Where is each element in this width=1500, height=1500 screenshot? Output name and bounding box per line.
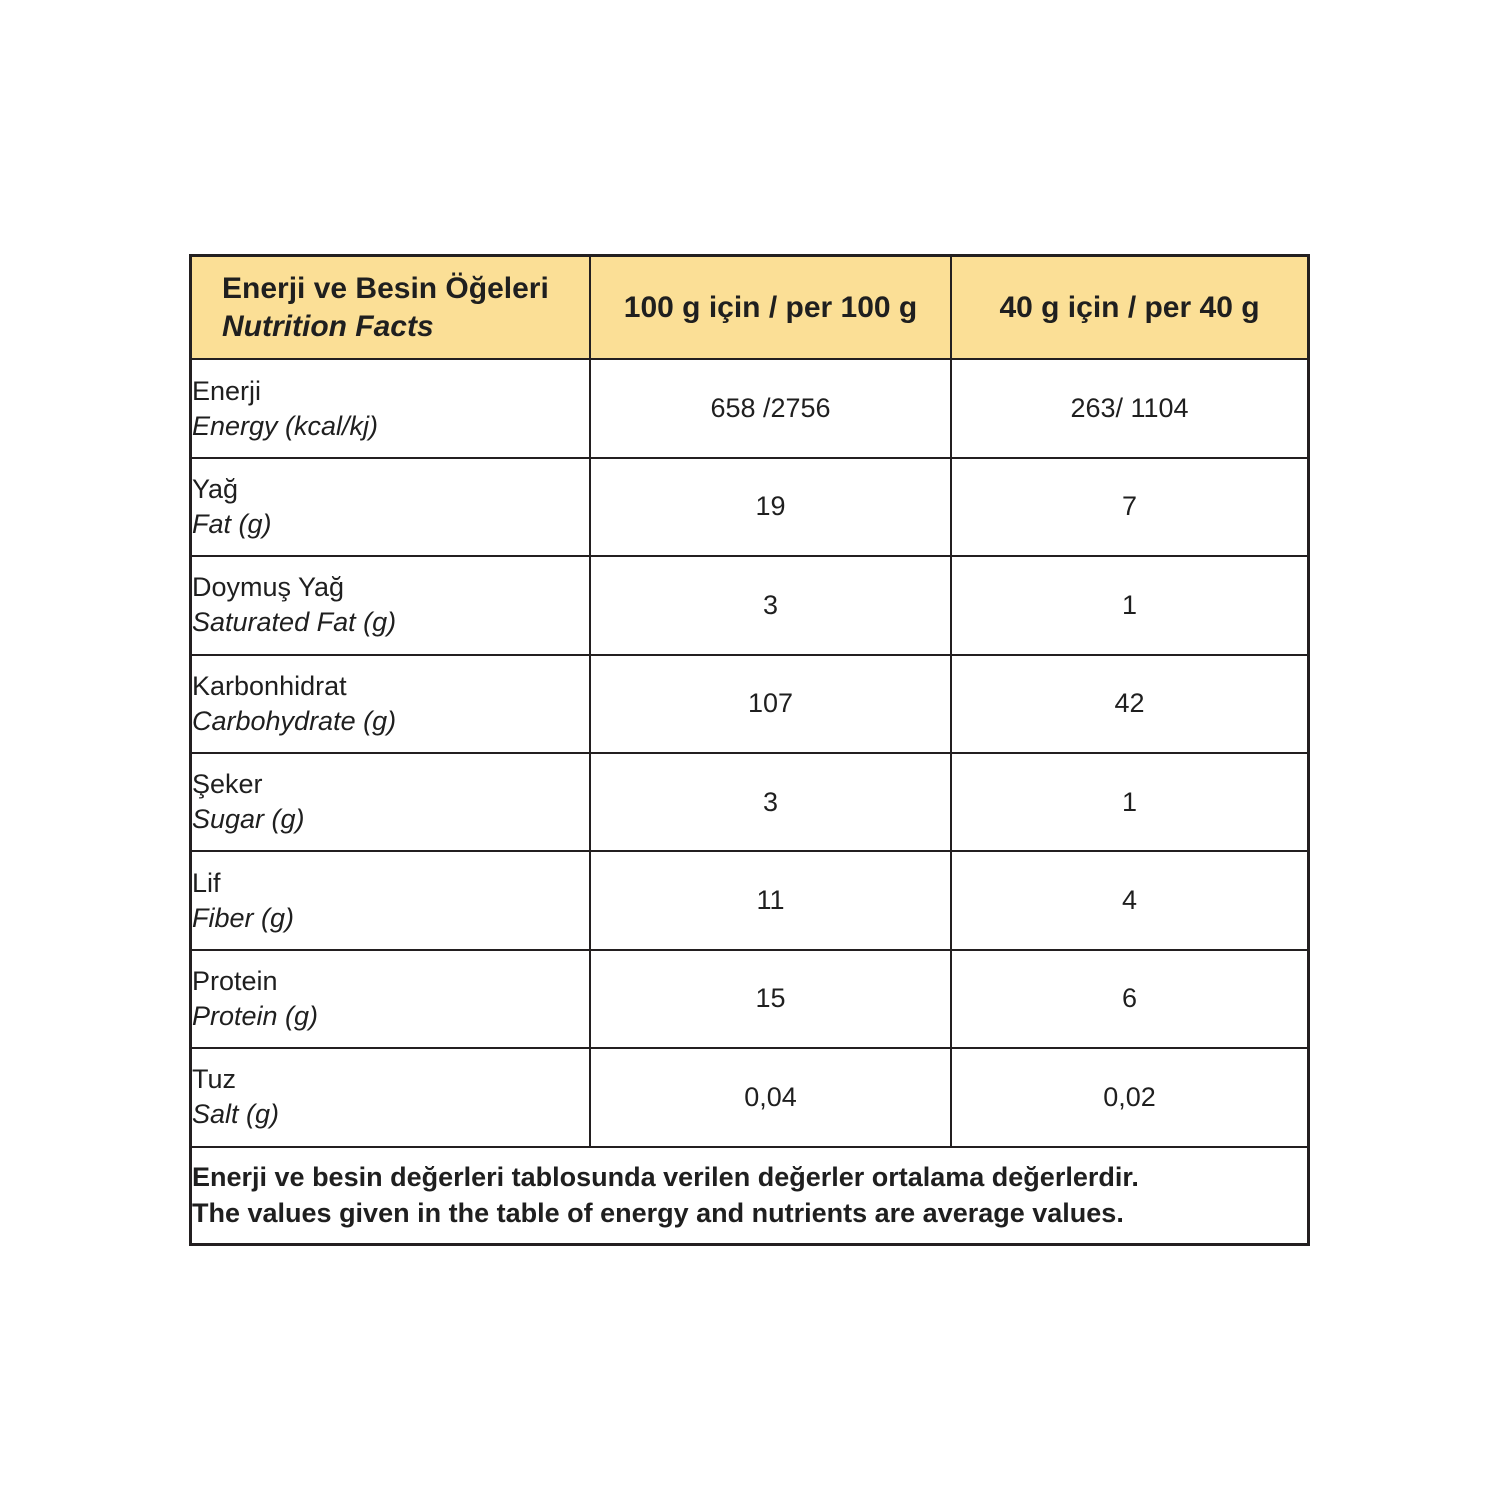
nutrient-name-turkish: Protein xyxy=(192,965,278,996)
table-row-carbohydrate xyxy=(192,655,1307,753)
value-per-40g: 42 xyxy=(951,655,1307,753)
header-label-english: Nutrition Facts xyxy=(222,309,434,343)
nutrient-label xyxy=(192,655,590,753)
nutrient-name-english: Sugar (g) xyxy=(192,804,305,835)
header-label-turkish: Enerji ve Besin Öğeleri xyxy=(222,271,549,305)
value-per-100g: 19 xyxy=(590,458,951,556)
value-per-100g: 658 /2756 xyxy=(590,359,951,457)
table-row-fiber xyxy=(192,851,1307,949)
nutrient-name-turkish: Yağ xyxy=(192,473,239,504)
header-nutrient-label xyxy=(192,257,590,359)
header-per-40g: 40 g için / per 40 g xyxy=(951,257,1307,359)
table-row-energy xyxy=(192,359,1307,457)
value-per-100g: 3 xyxy=(590,556,951,654)
nutrient-name-turkish: Doymuş Yağ xyxy=(192,572,345,603)
value-per-100g: 0,04 xyxy=(590,1048,951,1146)
table-footer-row xyxy=(192,1147,1307,1243)
nutrient-name-english: Saturated Fat (g) xyxy=(192,607,397,638)
value-per-100g: 11 xyxy=(590,851,951,949)
value-per-40g: 1 xyxy=(951,556,1307,654)
nutrient-name-turkish: Karbonhidrat xyxy=(192,670,347,701)
nutrient-name-english: Energy (kcal/kj) xyxy=(192,410,379,441)
nutrient-label xyxy=(192,359,590,457)
nutrient-label xyxy=(192,556,590,654)
nutrient-label xyxy=(192,950,590,1048)
nutrient-label xyxy=(192,851,590,949)
average-values-note xyxy=(192,1147,1307,1243)
nutrient-label xyxy=(192,458,590,556)
table-row-fat xyxy=(192,458,1307,556)
nutrient-label xyxy=(192,753,590,851)
value-per-40g: 6 xyxy=(951,950,1307,1048)
nutrient-label xyxy=(192,1048,590,1146)
nutrient-name-english: Salt (g) xyxy=(192,1099,280,1130)
table-header-row xyxy=(192,257,1307,359)
nutrient-name-english: Fiber (g) xyxy=(192,902,295,933)
note-turkish: Enerji ve besin değerleri tablosunda verilen değerler ortalama değerlerdir. xyxy=(192,1162,1139,1193)
nutrient-name-turkish: Enerji xyxy=(192,375,262,406)
nutrition-facts-table-frame xyxy=(189,254,1310,1246)
table-row-saturated-fat xyxy=(192,556,1307,654)
note-english: The values given in the table of energy and nutrients are average values. xyxy=(192,1198,1124,1229)
header-per-100g: 100 g için / per 100 g xyxy=(590,257,951,359)
value-per-40g: 7 xyxy=(951,458,1307,556)
value-per-40g: 4 xyxy=(951,851,1307,949)
value-per-100g: 107 xyxy=(590,655,951,753)
table-row-protein xyxy=(192,950,1307,1048)
value-per-40g: 263/ 1104 xyxy=(951,359,1307,457)
value-per-100g: 3 xyxy=(590,753,951,851)
value-per-40g: 1 xyxy=(951,753,1307,851)
nutrient-name-turkish: Tuz xyxy=(192,1064,237,1095)
table-row-salt xyxy=(192,1048,1307,1146)
table-row-sugar xyxy=(192,753,1307,851)
value-per-100g: 15 xyxy=(590,950,951,1048)
nutrient-name-turkish: Lif xyxy=(192,867,221,898)
nutrition-facts-table xyxy=(192,257,1307,1243)
nutrient-name-english: Carbohydrate (g) xyxy=(192,705,397,736)
nutrient-name-english: Fat (g) xyxy=(192,508,272,539)
value-per-40g: 0,02 xyxy=(951,1048,1307,1146)
nutrient-name-turkish: Şeker xyxy=(192,769,263,800)
nutrient-name-english: Protein (g) xyxy=(192,1000,319,1031)
